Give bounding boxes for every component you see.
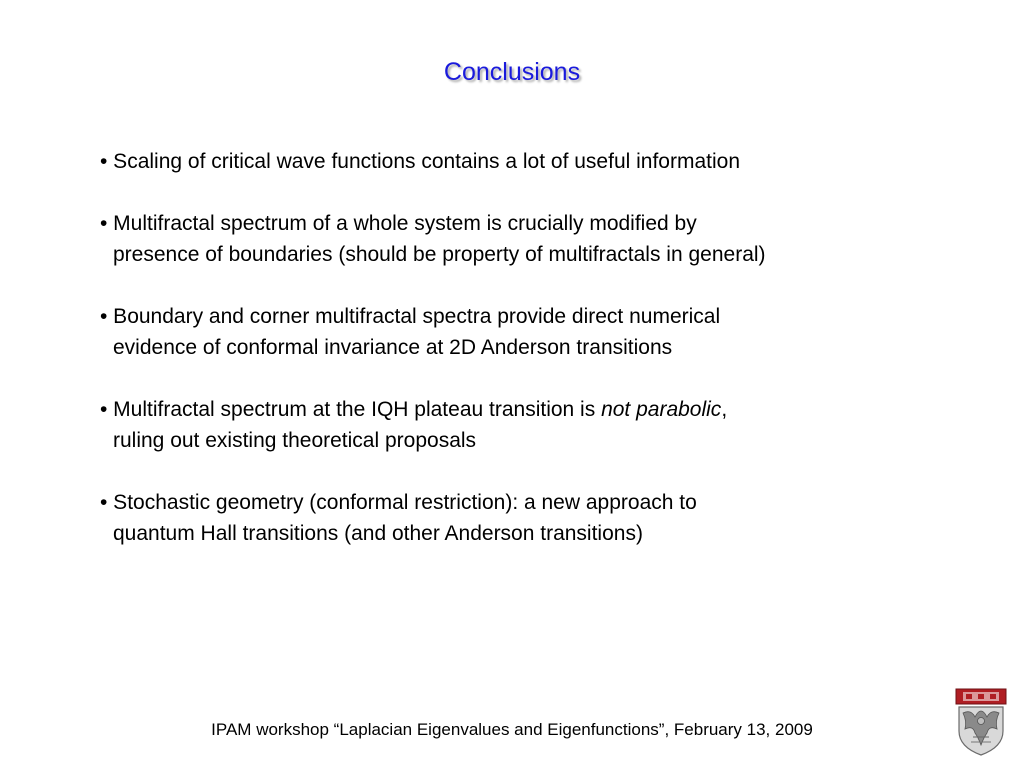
slide-footer: IPAM workshop “Laplacian Eigenvalues and Eigenfunctions”, February 13, 2009	[211, 720, 813, 739]
emphasis-text: not parabolic	[601, 398, 722, 421]
bullet-continuation: ruling out existing theoretical proposals	[113, 429, 477, 452]
bullet-item	[100, 301, 960, 363]
university-crest-logo	[953, 687, 1009, 757]
bullet-item	[100, 394, 960, 456]
bullet-text: ,	[721, 398, 728, 421]
bullet-text: • Multifractal spectrum at the IQH plateau transition is	[100, 398, 602, 421]
bullet-line	[100, 394, 960, 425]
bullet-line: • Multifractal spectrum of a whole system is crucially modified by	[100, 212, 697, 235]
slide-title: Conclusions	[443, 58, 581, 86]
bullet-continuation: quantum Hall transitions (and other Anderson transitions)	[113, 522, 643, 545]
bullet-item	[100, 208, 960, 270]
bullet-item	[100, 487, 960, 549]
bullet-continuation: evidence of conformal invariance at 2D Anderson transitions	[113, 336, 673, 359]
bullet-item	[100, 146, 960, 177]
bullet-list	[100, 146, 960, 580]
bullet-line: • Stochastic geometry (conformal restriction): a new approach to	[100, 491, 697, 514]
bullet-continuation: presence of boundaries (should be property of multifractals in general)	[113, 243, 766, 266]
bullet-line: • Scaling of critical wave functions contains a lot of useful information	[100, 150, 741, 173]
bullet-line: • Boundary and corner multifractal spectra provide direct numerical	[100, 305, 721, 328]
